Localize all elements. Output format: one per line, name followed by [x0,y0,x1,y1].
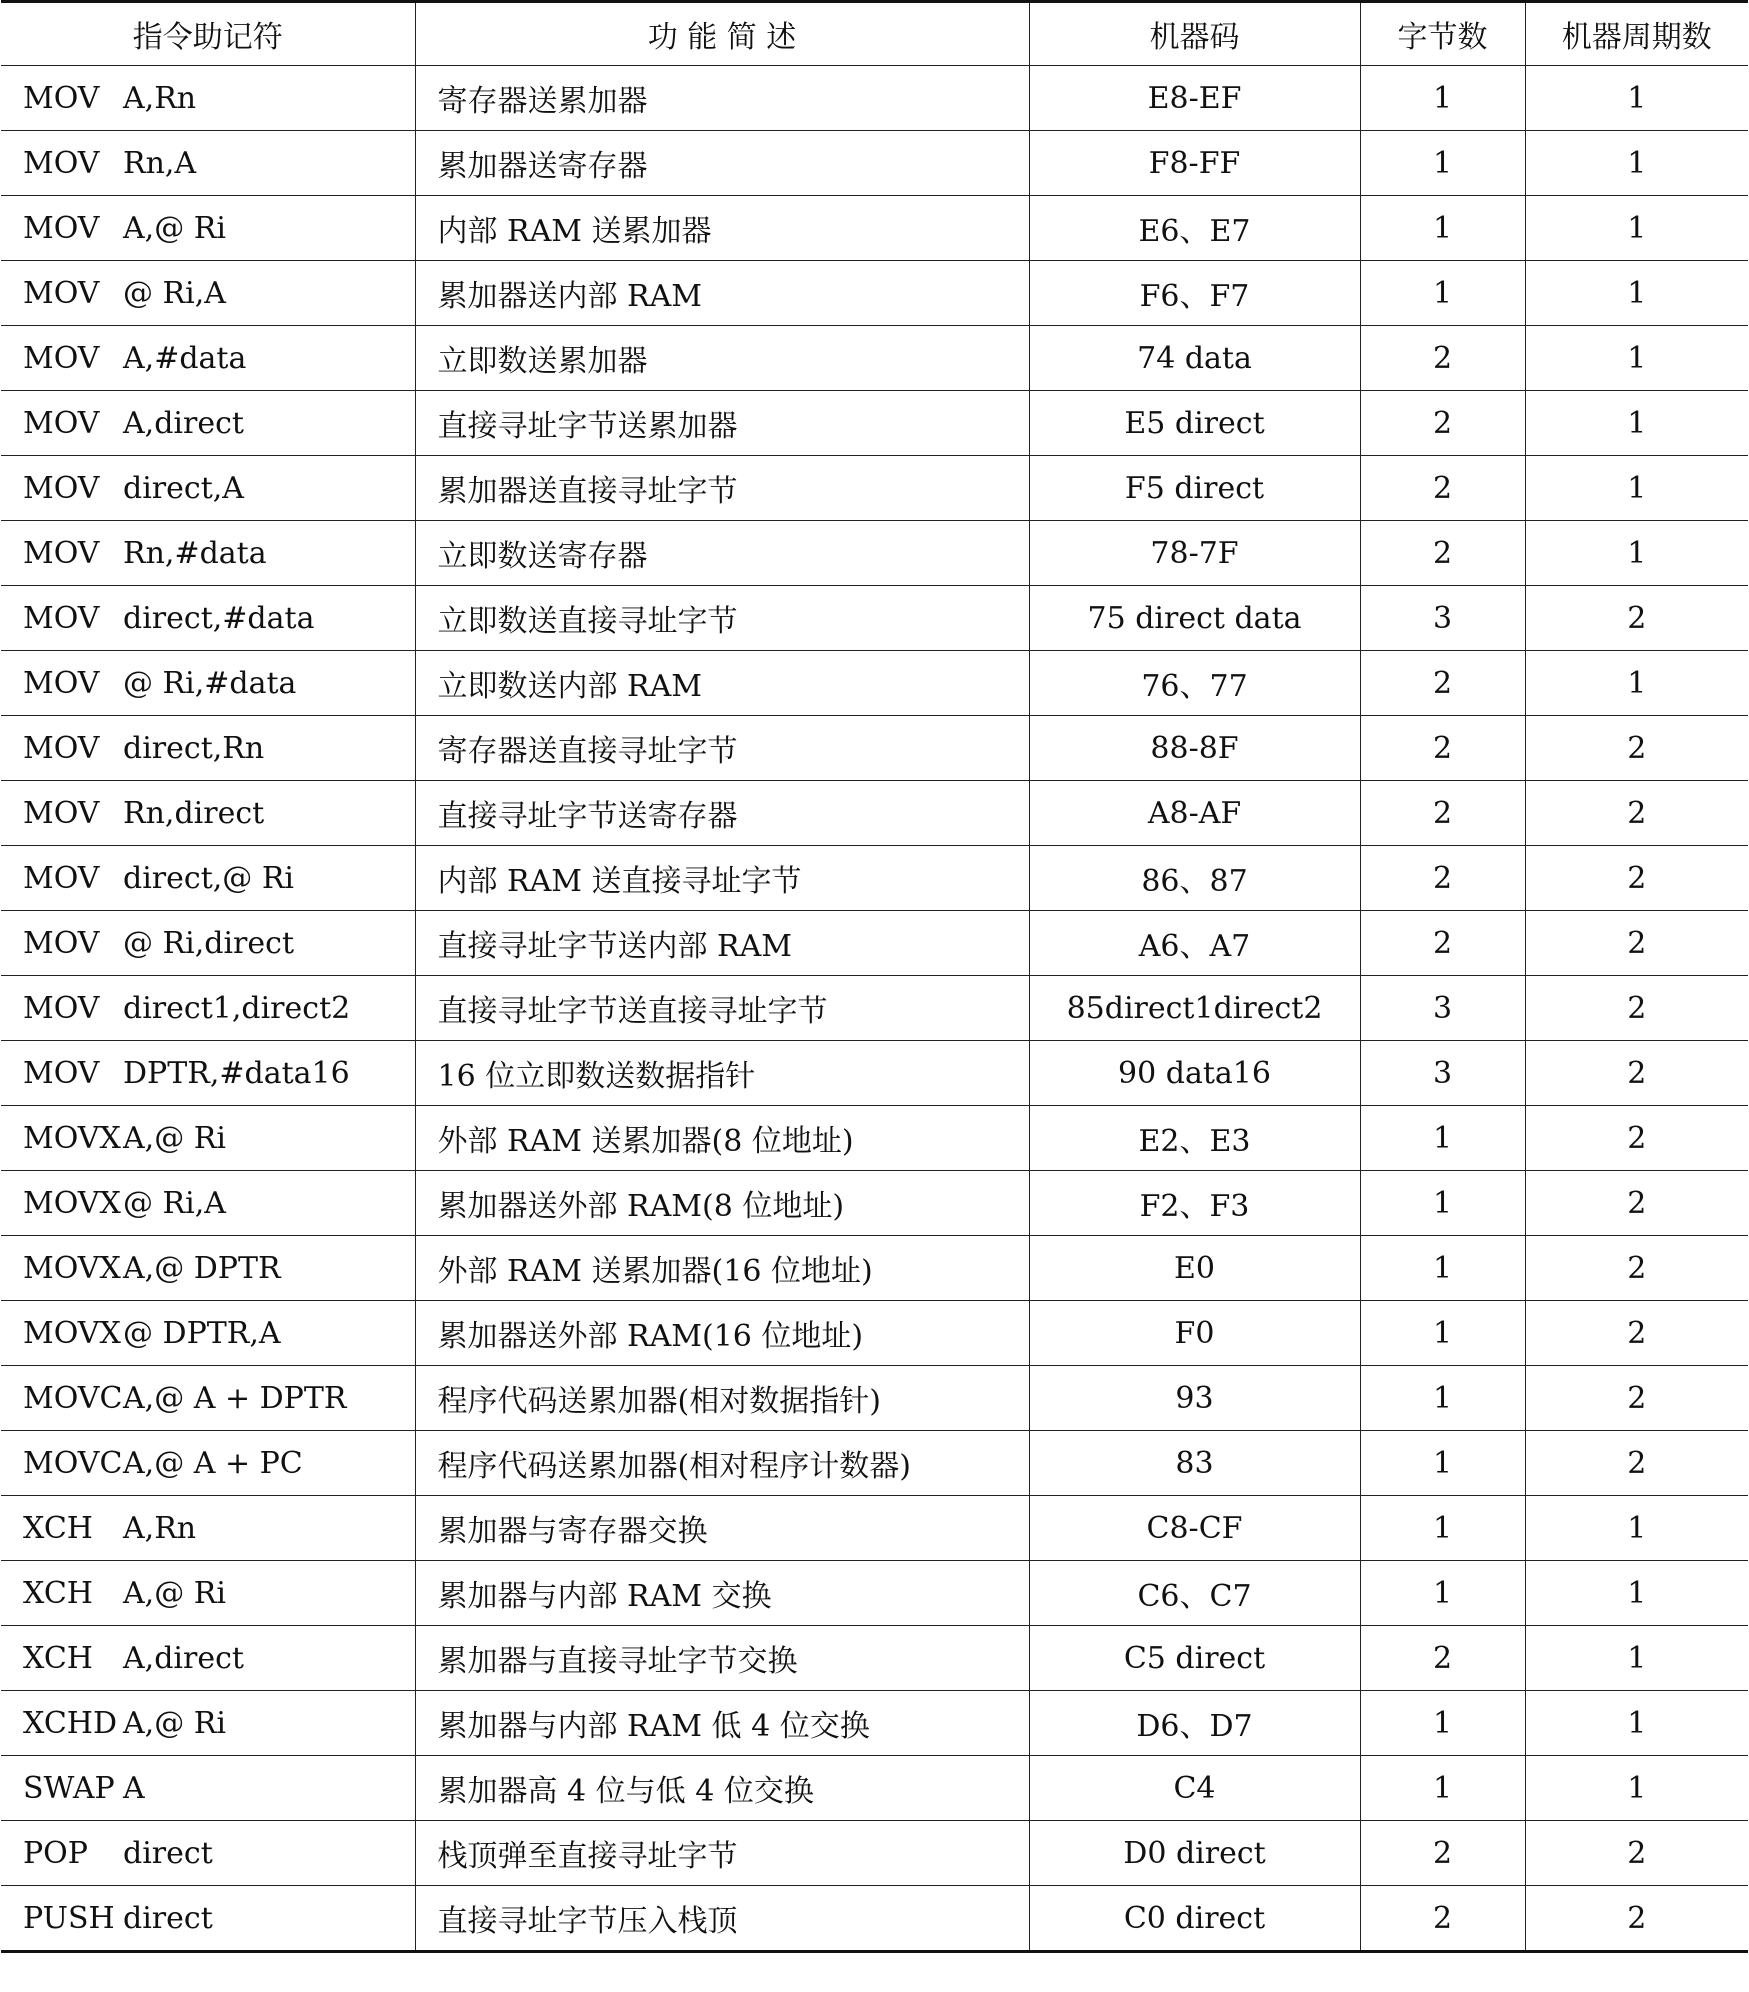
opcode: MOVC [23,1445,123,1481]
table-row [1,456,1748,521]
operands: direct [123,1835,213,1871]
operands: @ Ri,#data [123,665,297,701]
table-row [1,1691,1748,1756]
machine-code-cell: 93 [1029,1366,1360,1431]
operands: A,direct [123,1640,244,1676]
operands: Rn,#data [123,535,267,571]
bytes-cell: 2 [1360,391,1525,456]
bytes-cell: 1 [1360,131,1525,196]
opcode: XCH [23,1510,93,1546]
table-row [1,1041,1748,1106]
function-cell: 累加器送寄存器 [415,131,1029,196]
cycles-cell: 2 [1525,1301,1748,1366]
opcode: MOVX [23,1250,121,1286]
bytes-cell: 2 [1360,716,1525,781]
table-row [1,586,1748,651]
bytes-cell: 1 [1360,66,1525,131]
operands: A,Rn [123,1510,197,1546]
table-row [1,391,1748,456]
mnemonic-cell [1,391,415,456]
mnemonic-cell [1,911,415,976]
table-row [1,651,1748,716]
bytes-cell: 2 [1360,521,1525,586]
opcode: MOV [23,275,100,311]
machine-code-cell: F6、F7 [1029,261,1360,326]
bytes-cell: 1 [1360,1561,1525,1626]
operands: A,direct [123,405,244,441]
operands: DPTR,#data16 [123,1055,350,1091]
table-row [1,1366,1748,1431]
cycles-cell: 1 [1525,521,1748,586]
bytes-cell: 1 [1360,1496,1525,1561]
operands: A,Rn [123,80,197,116]
mnemonic-cell [1,1626,415,1691]
opcode: MOV [23,730,100,766]
instruction-table [1,0,1748,1953]
table-row [1,1431,1748,1496]
opcode: MOVX [23,1185,121,1221]
table-row [1,131,1748,196]
mnemonic-cell [1,196,415,261]
mnemonic-cell [1,326,415,391]
function-cell: 16 位立即数送数据指针 [415,1041,1029,1106]
table-row [1,261,1748,326]
opcode: XCHD [23,1705,117,1741]
machine-code-cell: F5 direct [1029,456,1360,521]
bytes-cell: 1 [1360,1171,1525,1236]
header-bytes: 字节数 [1360,2,1525,66]
machine-code-cell: 83 [1029,1431,1360,1496]
table-row [1,326,1748,391]
bytes-cell: 2 [1360,846,1525,911]
table-row [1,1301,1748,1366]
cycles-cell: 2 [1525,911,1748,976]
function-cell: 直接寻址字节送内部 RAM [415,911,1029,976]
table-row [1,1236,1748,1301]
machine-code-cell: 76、77 [1029,651,1360,716]
opcode: MOV [23,145,100,181]
cycles-cell: 2 [1525,1886,1748,1952]
table-header [1,2,1748,66]
cycles-cell: 2 [1525,976,1748,1041]
mnemonic-cell [1,1366,415,1431]
machine-code-cell: F0 [1029,1301,1360,1366]
opcode: MOV [23,1055,100,1091]
cycles-cell: 1 [1525,651,1748,716]
function-cell: 直接寻址字节送寄存器 [415,781,1029,846]
cycles-cell: 1 [1525,456,1748,521]
operands: A,@ Ri [123,1120,226,1156]
operands: A [123,1770,145,1806]
function-cell: 外部 RAM 送累加器(16 位地址) [415,1236,1029,1301]
mnemonic-cell [1,66,415,131]
cycles-cell: 1 [1525,196,1748,261]
function-cell: 立即数送寄存器 [415,521,1029,586]
operands: @ DPTR,A [123,1315,281,1351]
table-row [1,1756,1748,1821]
function-cell: 累加器送外部 RAM(8 位地址) [415,1171,1029,1236]
mnemonic-cell [1,1106,415,1171]
table-row [1,781,1748,846]
mnemonic-cell [1,651,415,716]
bytes-cell: 1 [1360,1236,1525,1301]
cycles-cell: 2 [1525,1171,1748,1236]
table-row [1,1171,1748,1236]
mnemonic-cell [1,716,415,781]
table-row [1,976,1748,1041]
opcode: XCH [23,1640,93,1676]
opcode: MOVX [23,1315,121,1351]
mnemonic-cell [1,1041,415,1106]
bytes-cell: 1 [1360,261,1525,326]
table-row [1,1821,1748,1886]
cycles-cell: 2 [1525,1236,1748,1301]
cycles-cell: 2 [1525,846,1748,911]
mnemonic-cell [1,781,415,846]
function-cell: 直接寻址字节送直接寻址字节 [415,976,1029,1041]
table-row [1,66,1748,131]
operands: direct [123,1900,213,1936]
bytes-cell: 3 [1360,1041,1525,1106]
function-cell: 累加器送内部 RAM [415,261,1029,326]
machine-code-cell: E8-EF [1029,66,1360,131]
machine-code-cell: A6、A7 [1029,911,1360,976]
function-cell: 寄存器送直接寻址字节 [415,716,1029,781]
cycles-cell: 1 [1525,1561,1748,1626]
opcode: PUSH [23,1900,115,1936]
mnemonic-cell [1,1431,415,1496]
function-cell: 累加器与直接寻址字节交换 [415,1626,1029,1691]
table-row [1,716,1748,781]
table-row [1,1626,1748,1691]
mnemonic-cell [1,1821,415,1886]
mnemonic-cell [1,586,415,651]
opcode: MOV [23,405,100,441]
table-row [1,911,1748,976]
mnemonic-cell [1,1301,415,1366]
operands: direct,A [123,470,244,506]
operands: A,@ Ri [123,1575,226,1611]
bytes-cell: 2 [1360,456,1525,521]
machine-code-cell: 90 data16 [1029,1041,1360,1106]
header-mnemonic: 指令助记符 [1,2,415,66]
cycles-cell: 2 [1525,1431,1748,1496]
machine-code-cell: F2、F3 [1029,1171,1360,1236]
cycles-cell: 2 [1525,1106,1748,1171]
mnemonic-cell [1,261,415,326]
machine-code-cell: 75 direct data [1029,586,1360,651]
operands: A,@ A + PC [123,1445,303,1481]
opcode: MOVC [23,1380,123,1416]
cycles-cell: 1 [1525,1756,1748,1821]
table-body [1,66,1748,1952]
mnemonic-cell [1,1886,415,1952]
function-cell: 内部 RAM 送累加器 [415,196,1029,261]
machine-code-cell: E0 [1029,1236,1360,1301]
table-row [1,1106,1748,1171]
mnemonic-cell [1,1496,415,1561]
function-cell: 累加器送外部 RAM(16 位地址) [415,1301,1029,1366]
opcode: MOV [23,600,100,636]
opcode: SWAP [23,1770,115,1806]
header-row [1,2,1748,66]
machine-code-cell: E2、E3 [1029,1106,1360,1171]
bytes-cell: 1 [1360,1431,1525,1496]
bytes-cell: 3 [1360,586,1525,651]
operands: direct,Rn [123,730,265,766]
operands: @ Ri,A [123,1185,226,1221]
bytes-cell: 2 [1360,1626,1525,1691]
table-row [1,846,1748,911]
cycles-cell: 2 [1525,716,1748,781]
cycles-cell: 1 [1525,326,1748,391]
function-cell: 寄存器送累加器 [415,66,1029,131]
header-function: 功 能 简 述 [415,2,1029,66]
opcode: MOV [23,925,100,961]
bytes-cell: 2 [1360,1886,1525,1952]
function-cell: 累加器送直接寻址字节 [415,456,1029,521]
machine-code-cell: 88-8F [1029,716,1360,781]
opcode: MOV [23,990,100,1026]
machine-code-cell: 85direct1direct2 [1029,976,1360,1041]
table-row [1,1561,1748,1626]
mnemonic-cell [1,521,415,586]
operands: A,#data [123,340,247,376]
cycles-cell: 2 [1525,781,1748,846]
cycles-cell: 2 [1525,1366,1748,1431]
function-cell: 累加器高 4 位与低 4 位交换 [415,1756,1029,1821]
machine-code-cell: C5 direct [1029,1626,1360,1691]
mnemonic-cell [1,456,415,521]
function-cell: 外部 RAM 送累加器(8 位地址) [415,1106,1029,1171]
machine-code-cell: F8-FF [1029,131,1360,196]
machine-code-cell: C4 [1029,1756,1360,1821]
mnemonic-cell [1,131,415,196]
function-cell: 内部 RAM 送直接寻址字节 [415,846,1029,911]
cycles-cell: 1 [1525,1626,1748,1691]
function-cell: 直接寻址字节送累加器 [415,391,1029,456]
machine-code-cell: C8-CF [1029,1496,1360,1561]
cycles-cell: 1 [1525,131,1748,196]
function-cell: 栈顶弹至直接寻址字节 [415,1821,1029,1886]
cycles-cell: 1 [1525,66,1748,131]
bytes-cell: 2 [1360,781,1525,846]
operands: A,@ A + DPTR [123,1380,347,1416]
opcode: MOV [23,860,100,896]
machine-code-cell: E5 direct [1029,391,1360,456]
opcode: MOVX [23,1120,121,1156]
header-machine-code: 机器码 [1029,2,1360,66]
table-row [1,196,1748,261]
bytes-cell: 1 [1360,196,1525,261]
opcode: MOV [23,535,100,571]
bytes-cell: 2 [1360,651,1525,716]
opcode: MOV [23,470,100,506]
cycles-cell: 2 [1525,1041,1748,1106]
mnemonic-cell [1,1756,415,1821]
operands: A,@ Ri [123,1705,226,1741]
opcode: MOV [23,210,100,246]
opcode: POP [23,1835,88,1871]
operands: @ Ri,A [123,275,226,311]
mnemonic-cell [1,846,415,911]
operands: direct,@ Ri [123,860,295,896]
function-cell: 累加器与内部 RAM 低 4 位交换 [415,1691,1029,1756]
cycles-cell: 1 [1525,391,1748,456]
mnemonic-cell [1,976,415,1041]
operands: A,@ Ri [123,210,226,246]
machine-code-cell: D6、D7 [1029,1691,1360,1756]
bytes-cell: 1 [1360,1106,1525,1171]
operands: Rn,A [123,145,197,181]
machine-code-cell: C0 direct [1029,1886,1360,1952]
machine-code-cell: C6、C7 [1029,1561,1360,1626]
operands: Rn,direct [123,795,265,831]
bytes-cell: 3 [1360,976,1525,1041]
opcode: MOV [23,665,100,701]
table-row [1,521,1748,586]
machine-code-cell: D0 direct [1029,1821,1360,1886]
opcode: MOV [23,80,100,116]
machine-code-cell: 86、87 [1029,846,1360,911]
function-cell: 程序代码送累加器(相对程序计数器) [415,1431,1029,1496]
table-row [1,1496,1748,1561]
function-cell: 立即数送累加器 [415,326,1029,391]
operands: @ Ri,direct [123,925,295,961]
cycles-cell: 1 [1525,1496,1748,1561]
mnemonic-cell [1,1561,415,1626]
bytes-cell: 2 [1360,1821,1525,1886]
bytes-cell: 2 [1360,326,1525,391]
opcode: MOV [23,795,100,831]
machine-code-cell: E6、E7 [1029,196,1360,261]
mnemonic-cell [1,1171,415,1236]
header-cycles: 机器周期数 [1525,2,1748,66]
function-cell: 直接寻址字节压入栈顶 [415,1886,1029,1952]
cycles-cell: 1 [1525,261,1748,326]
function-cell: 立即数送直接寻址字节 [415,586,1029,651]
operands: direct,#data [123,600,315,636]
bytes-cell: 2 [1360,911,1525,976]
cycles-cell: 2 [1525,1821,1748,1886]
table-row [1,1886,1748,1952]
function-cell: 累加器与内部 RAM 交换 [415,1561,1029,1626]
function-cell: 程序代码送累加器(相对数据指针) [415,1366,1029,1431]
cycles-cell: 2 [1525,586,1748,651]
opcode: MOV [23,340,100,376]
function-cell: 累加器与寄存器交换 [415,1496,1029,1561]
mnemonic-cell [1,1691,415,1756]
operands: direct1,direct2 [123,990,351,1026]
bytes-cell: 1 [1360,1366,1525,1431]
bytes-cell: 1 [1360,1691,1525,1756]
machine-code-cell: 74 data [1029,326,1360,391]
machine-code-cell: 78-7F [1029,521,1360,586]
machine-code-cell: A8-AF [1029,781,1360,846]
bytes-cell: 1 [1360,1301,1525,1366]
bytes-cell: 1 [1360,1756,1525,1821]
cycles-cell: 1 [1525,1691,1748,1756]
function-cell: 立即数送内部 RAM [415,651,1029,716]
opcode: XCH [23,1575,93,1611]
operands: A,@ DPTR [123,1250,281,1286]
mnemonic-cell [1,1236,415,1301]
